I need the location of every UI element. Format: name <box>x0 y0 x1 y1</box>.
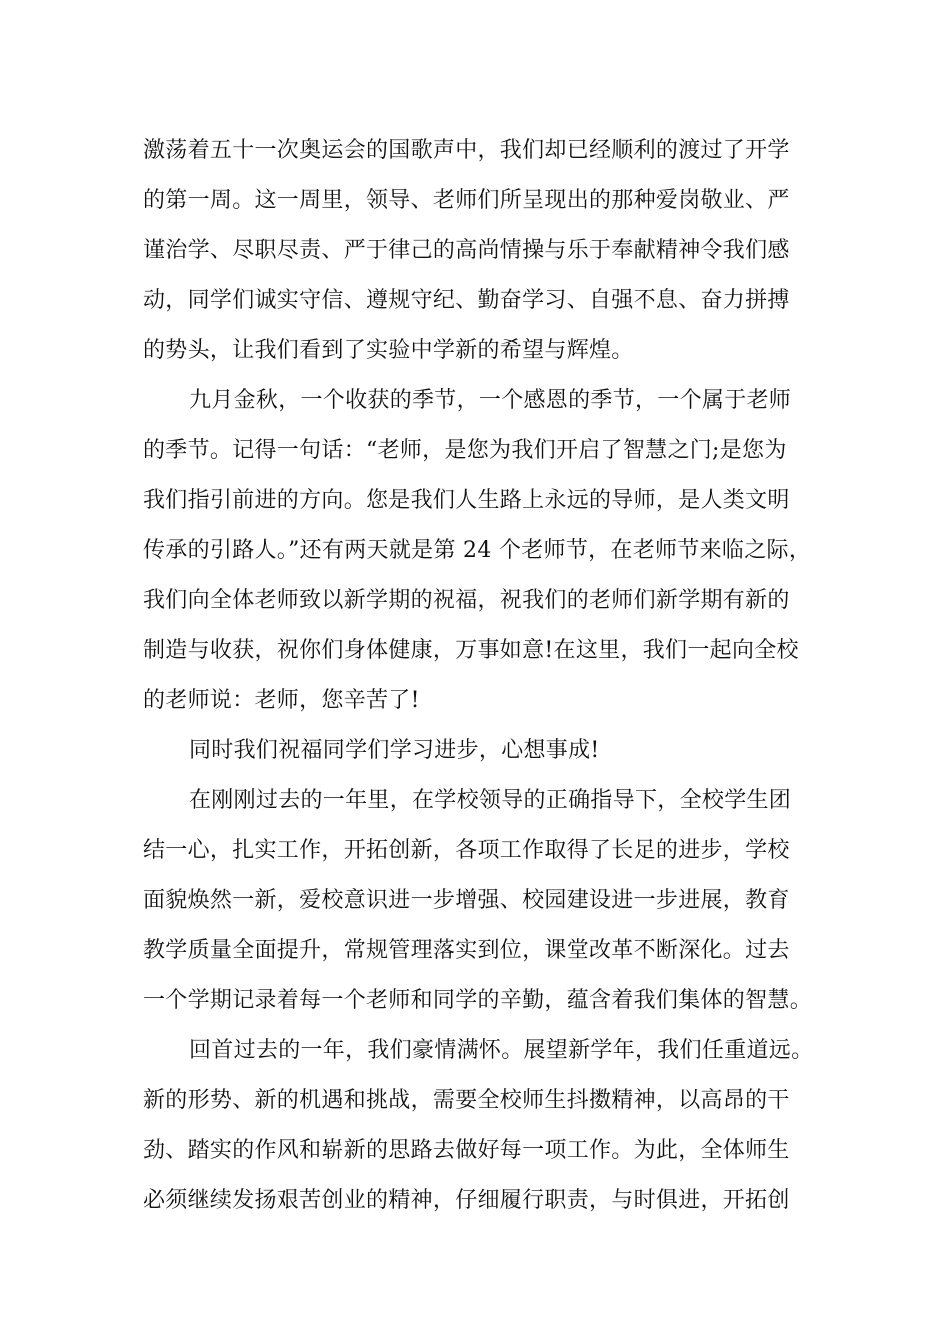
text-line: 的势头，让我们看到了实验中学新的希望与辉煌。 <box>143 338 634 363</box>
text-line: 的第一周。这一周里，领导、老师们所呈现出的那种爱岗敬业、严 <box>143 188 790 213</box>
text-line: 结一心，扎实工作，开拓创新，各项工作取得了长足的进步，学校 <box>143 838 790 863</box>
text-line: 激荡着五十一次奥运会的国歌声中，我们却已经顺利的渡过了开学 <box>143 138 790 163</box>
text-line: 教学质量全面提升，常规管理落实到位，课堂改革不断深化。过去 <box>143 938 790 963</box>
document-body <box>143 126 833 1226</box>
text-line: 同时我们祝福同学们学习进步，心想事成! <box>189 738 600 763</box>
text-line: 必须继续发扬艰苦创业的精神，仔细履行职责，与时俱进，开拓创 <box>143 1188 790 1213</box>
text-line: 传承的引路人。”还有两天就是第 24 个老师节，在老师节来临之际， <box>143 538 812 563</box>
text-line: 面貌焕然一新，爱校意识进一步增强、校园建设进一步进展，教育 <box>143 888 790 913</box>
text-line: 动，同学们诚实守信、遵规守纪、勤奋学习、自强不息、奋力拼搏 <box>143 288 790 313</box>
text-line: 新的形势、新的机遇和挑战，需要全校师生抖擞精神，以高昂的干 <box>143 1088 790 1113</box>
text-line: 我们指引前进的方向。您是我们人生路上永远的导师，是人类文明 <box>143 488 790 513</box>
text-line: 谨治学、尽职尽责、严于律己的高尚情操与乐于奉献精神令我们感 <box>143 238 790 263</box>
text-line: 九月金秋，一个收获的季节，一个感恩的季节，一个属于老师 <box>189 388 792 413</box>
text-line: 的季节。记得一句话：“老师，是您为我们开启了智慧之门;是您为 <box>143 438 787 463</box>
text-line: 回首过去的一年，我们豪情满怀。展望新学年，我们任重道远。 <box>189 1038 814 1063</box>
text-line: 在刚刚过去的一年里，在学校领导的正确指导下，全校学生团 <box>189 788 792 813</box>
text-line: 我们向全体老师致以新学期的祝福，祝我们的老师们新学期有新的 <box>143 588 790 613</box>
text-line: 制造与收获，祝你们身体健康，万事如意!在这里，我们一起向全校 <box>143 638 799 663</box>
text-line: 劲、踏实的作风和崭新的思路去做好每一项工作。为此，全体师生 <box>143 1138 790 1163</box>
text-line: 一个学期记录着每一个老师和同学的辛勤，蕴含着我们集体的智慧。 <box>143 988 813 1013</box>
text-line: 的老师说：老师，您辛苦了! <box>143 688 420 713</box>
